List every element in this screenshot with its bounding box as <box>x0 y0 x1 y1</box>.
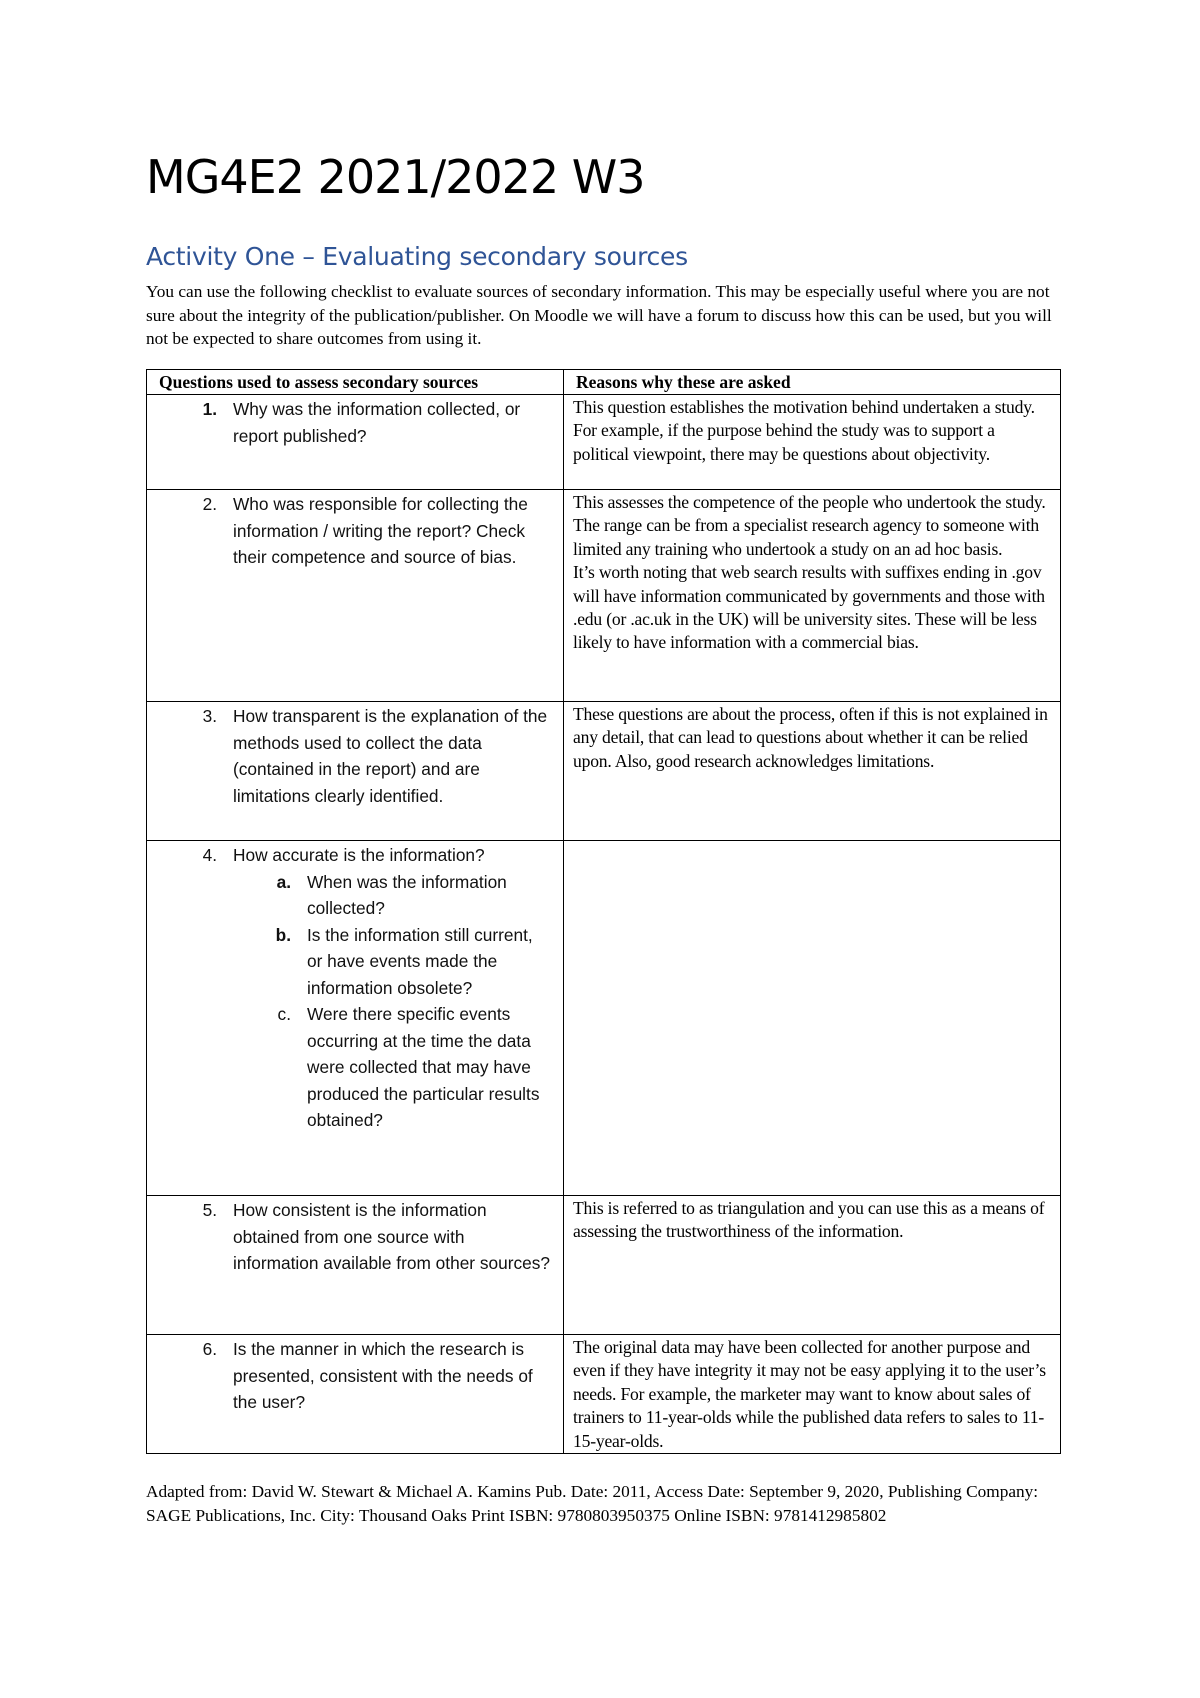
answer-text: These questions are about the process, often if this is not explained in any detail, that can lead to questions about whether it can be relied upon. Also, good research acknowledges limitations. <box>573 704 1048 771</box>
question-cell <box>147 490 564 702</box>
sub-question-letter: b. <box>275 924 291 945</box>
table-row <box>147 1196 1061 1335</box>
question-text: How transparent is the explanation of the methods used to collect the data (contained in the report) and are limitations clearly identified. <box>233 706 548 806</box>
answer-cell <box>564 702 1061 841</box>
source-citation: Adapted from: David W. Stewart & Michael A. Kamins Pub. Date: 2011, Access Date: September 9, 2020, Publishing Company: SAGE Publications, Inc. City: Thousand Oaks Print ISBN: 9780803950375 Online ISBN: 9781412985802 <box>146 1482 1039 1525</box>
checklist-table <box>146 369 1061 1454</box>
table-row <box>147 702 1061 841</box>
sub-question-letter: c. <box>277 1004 291 1024</box>
question-text: Why was the information collected, or report published? <box>233 399 521 446</box>
question-number: 1. <box>202 399 217 419</box>
intro-paragraph: You can use the following checklist to evaluate sources of secondary information. This may be especially useful where you are not sure about the integrity of the publication/publisher. On Moodle we will have a forum to discuss how this can be used, but you will not be expected to share outcomes from using it. <box>146 282 1052 348</box>
answer-cell <box>564 1196 1061 1335</box>
questions-column-header: Questions used to assess secondary sources <box>147 370 564 395</box>
question-text: Who was responsible for collecting the information / writing the report? Check their competence and source of bias. <box>233 494 528 567</box>
question-number: 6. <box>202 1339 217 1359</box>
table-row <box>147 395 1061 490</box>
answer-text: This assesses the competence of the people who undertook the study. The range can be from a specialist research agency to someone with limited any training who undertook a study on an ad hoc basis. <box>573 492 1046 559</box>
question-cell <box>147 841 564 1196</box>
question-cell <box>147 395 564 490</box>
question-cell <box>147 702 564 841</box>
answer-text: The original data may have been collected for another purpose and even if they have integrity it may not be easy applying it to the user’s needs. For example, the marketer may want to know about sales of trainers to 11-year-olds while the published data refers to sales to 11-15-year-olds. <box>573 1337 1046 1451</box>
question-text: Is the manner in which the research is presented, consistent with the needs of the user? <box>233 1339 533 1412</box>
page-title: MG4E2 2021/2022 W3 <box>146 150 645 204</box>
question-cell <box>147 1196 564 1335</box>
table-row <box>147 490 1061 702</box>
answer-text: This is referred to as triangulation and you can use this as a means of assessing the trustworthiness of the information. <box>573 1198 1045 1242</box>
question-text: How accurate is the information? <box>233 845 485 865</box>
answer-cell <box>564 1335 1061 1454</box>
table-header-row <box>147 370 1061 395</box>
answer-cell <box>564 841 1061 1196</box>
answer-cell <box>564 490 1061 702</box>
sub-question-text: When was the information collected? <box>307 871 507 918</box>
reasons-column-header: Reasons why these are asked <box>564 370 1061 395</box>
sub-question-letter: a. <box>276 871 291 892</box>
answer-cell <box>564 395 1061 490</box>
table-row <box>147 1335 1061 1454</box>
answer-text: It’s worth noting that web search results with suffixes ending in .gov will have information communicated by governments and those with .edu (or .ac.uk in the UK) will be university sites. These will be less likely to have information with a commercial bias. <box>573 562 1045 653</box>
question-text: How consistent is the information obtained from one source with information available from other sources? <box>233 1200 550 1273</box>
sub-question-text: Is the information still current, or have events made the information obsolete? <box>307 924 533 998</box>
sub-question-text: Were there specific events occurring at the time the data were collected that may have produced the particular results obtained? <box>307 1004 540 1130</box>
answer-text: This question establishes the motivation behind undertaken a study. For example, if the purpose behind the study was to support a political viewpoint, there may be questions about objectivity. <box>573 397 1035 464</box>
question-number: 4. <box>202 845 217 865</box>
table-row <box>147 841 1061 1196</box>
activity-heading: Activity One – Evaluating secondary sources <box>146 242 688 271</box>
question-number: 5. <box>202 1200 217 1220</box>
question-cell <box>147 1335 564 1454</box>
question-number: 2. <box>202 494 217 514</box>
question-number: 3. <box>202 706 217 726</box>
